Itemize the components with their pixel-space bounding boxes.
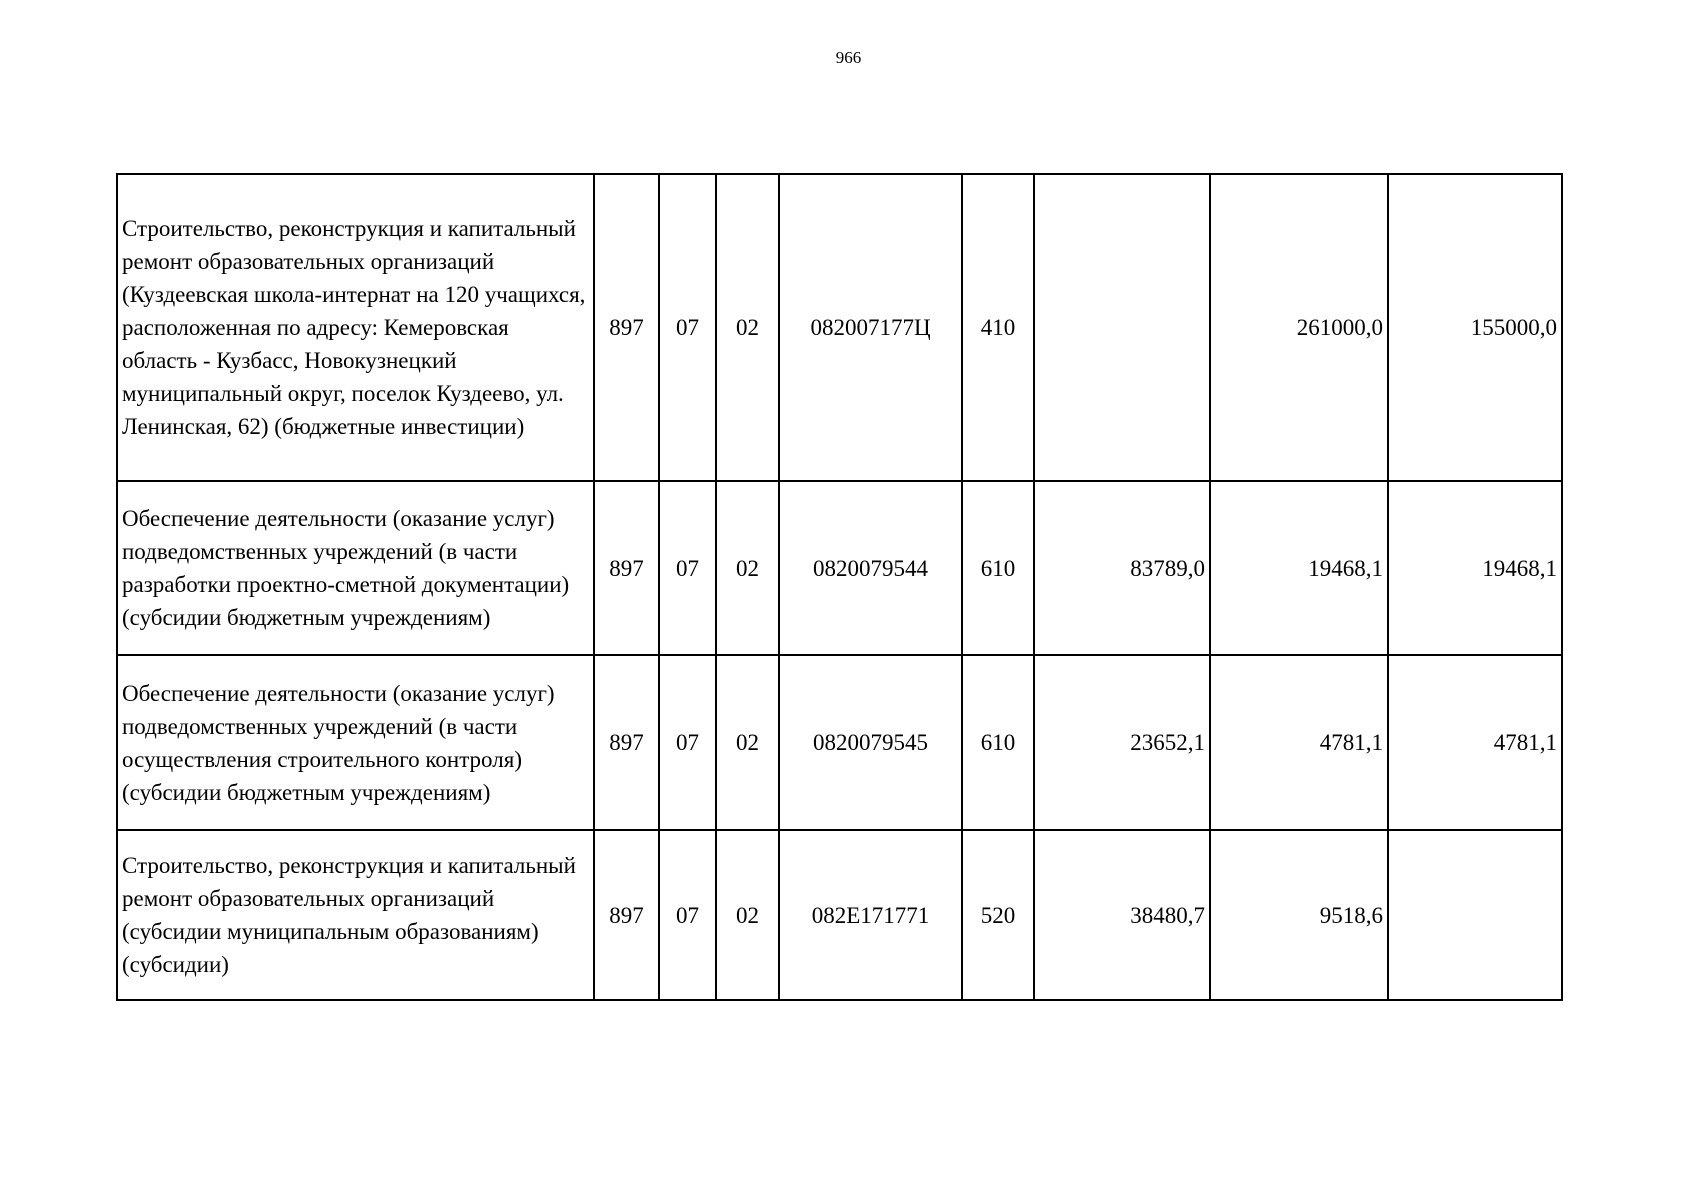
table-row [117,174,1562,481]
sum-cell-1: 38480,7 [1034,830,1210,1000]
expense-type-code: 410 [962,174,1034,481]
expense-type-code: 610 [962,481,1034,655]
page-number: 966 [835,48,862,67]
expense-type-code: 610 [962,655,1034,830]
sum-cell-1: 83789,0 [1034,481,1210,655]
sum-cell-3: 155000,0 [1388,174,1562,481]
sum-cell-2: 261000,0 [1210,174,1388,481]
target-article-code: 0820079544 [779,481,962,655]
sum-cell-1 [1034,174,1210,481]
sum-cell-2: 9518,6 [1210,830,1388,1000]
sum-cell-2: 19468,1 [1210,481,1388,655]
section-code: 07 [659,481,716,655]
target-article-code: 0820079545 [779,655,962,830]
row-description: Строительство, реконструкция и капитальный ремонт образовательных организаций (Куздеевская школа-интернат на 120 учащихся, расположенная по адресу: Кемеровская область - Кузбасс, Новокузнецкий муниципальный округ, поселок Куздеево, ул. Ленинская, 62) (бюджетные инвестиции) [117,174,594,481]
subsection-code: 02 [716,174,779,481]
ministry-code: 897 [594,830,659,1000]
row-description: Обеспечение деятельности (оказание услуг) подведомственных учреждений (в части осуществления строительного контроля) (субсидии бюджетным учреждениям) [117,655,594,830]
subsection-code: 02 [716,655,779,830]
table-row [117,830,1562,1000]
ministry-code: 897 [594,174,659,481]
sum-cell-3 [1388,830,1562,1000]
target-article-code: 082007177Ц [779,174,962,481]
ministry-code: 897 [594,481,659,655]
target-article-code: 082E171771 [779,830,962,1000]
section-code: 07 [659,830,716,1000]
ministry-code: 897 [594,655,659,830]
table-row [117,655,1562,830]
subsection-code: 02 [716,481,779,655]
section-code: 07 [659,655,716,830]
sum-cell-1: 23652,1 [1034,655,1210,830]
row-description: Строительство, реконструкция и капитальный ремонт образовательных организаций (субсидии муниципальным образованиям) (субсидии) [117,830,594,1000]
sum-cell-3: 4781,1 [1388,655,1562,830]
subsection-code: 02 [716,830,779,1000]
sum-cell-2: 4781,1 [1210,655,1388,830]
budget-table [116,173,1563,1001]
expense-type-code: 520 [962,830,1034,1000]
table-row [117,481,1562,655]
sum-cell-3: 19468,1 [1388,481,1562,655]
row-description: Обеспечение деятельности (оказание услуг) подведомственных учреждений (в части разработки проектно-сметной документации) (субсидии бюджетным учреждениям) [117,481,594,655]
section-code: 07 [659,174,716,481]
